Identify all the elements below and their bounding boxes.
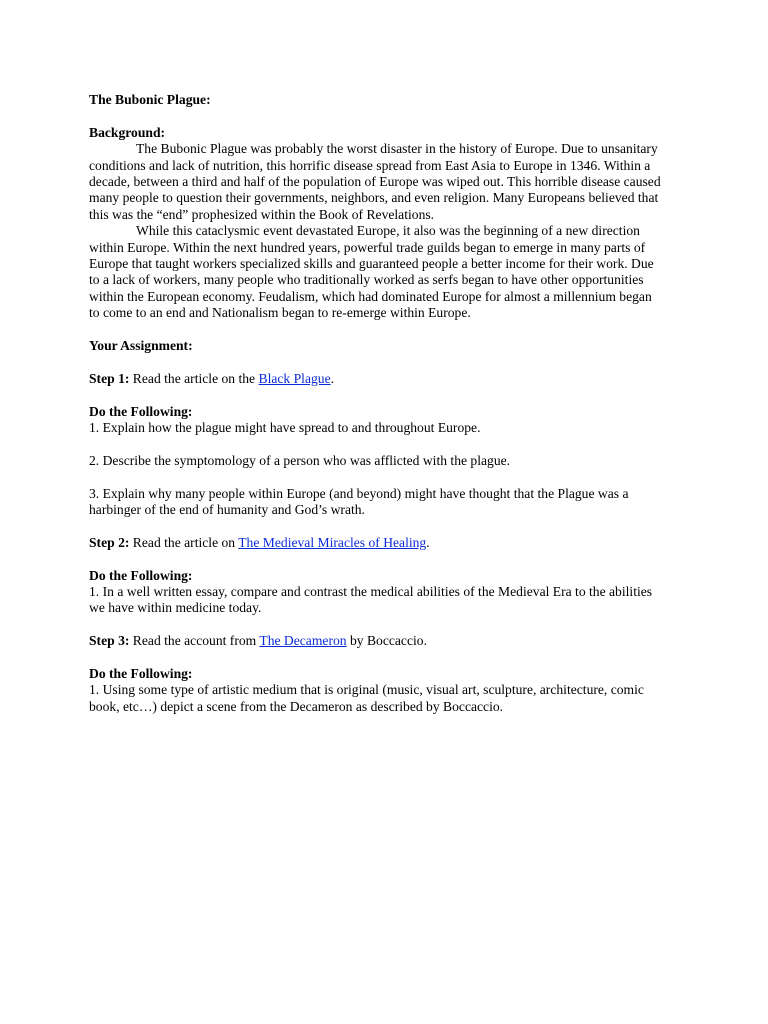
spacer: [89, 108, 679, 124]
task-item-continued: harbinger of the end of humanity and God’s wrath.: [89, 502, 365, 518]
task-item: 2. Describe the symptomology of a person who was afflicted with the plague.: [89, 452, 511, 468]
spacer: [89, 518, 679, 534]
step-1-text-end: .: [330, 370, 335, 386]
text-line: this was the “end” prophesized within the Book of Revelations.: [89, 206, 435, 222]
text-line: within Europe. Within the next hundred years, powerful trade guilds began to emerge in many parts of: [89, 239, 646, 255]
text-line: within the European economy. Feudalism, which had dominated Europe for almost a millennium began: [89, 288, 652, 304]
text-line: decade, between a third and half of the population of Europe was wiped out. This horrible disease caused: [89, 174, 661, 190]
task-item-continued: we have within medicine today.: [89, 600, 262, 616]
step-2-text-end: .: [426, 534, 430, 550]
spacer: [89, 650, 679, 666]
step-3: [89, 633, 679, 649]
background-paragraph-2: [89, 223, 679, 321]
background-heading: Background:: [89, 124, 166, 140]
spacer: [89, 436, 679, 452]
text-line: to come to an end and Nationalism began to re-emerge within Europe.: [89, 305, 471, 321]
task-item: 1. Explain how the plague might have spread to and throughout Europe.: [89, 420, 481, 436]
text-line: to a lack of workers, many people who traditionally worked as serfs began to have other opportunities: [89, 272, 644, 288]
spacer: [89, 551, 679, 567]
step-2-text: Read the article on: [129, 534, 239, 550]
step-2: [89, 535, 679, 551]
do-following-heading-2: Do the Following:: [89, 567, 193, 583]
text-line: Europe that taught workers specialized skills and guaranteed people a better income for their work. Due: [89, 256, 654, 272]
step-3-text: Read the account from: [129, 633, 260, 649]
task-item-continued: book, etc…) depict a scene from the Decameron as described by Boccaccio.: [89, 698, 504, 714]
background-paragraph-1: [89, 141, 679, 223]
spacer: [89, 322, 679, 338]
step-1-label: Step 1:: [89, 370, 130, 386]
task-item: 1. Using some type of artistic medium that is original (music, visual art, sculpture, architecture, comic: [89, 682, 644, 698]
step-1-text: Read the article on the: [129, 370, 259, 386]
spacer: [89, 354, 679, 370]
do-following-heading-1: Do the Following:: [89, 403, 193, 419]
spacer: [89, 387, 679, 403]
medieval-miracles-link[interactable]: The Medieval Miracles of Healing: [238, 534, 427, 550]
document-title: The Bubonic Plague:: [89, 92, 211, 107]
task-item: 1. In a well written essay, compare and contrast the medical abilities of the Medieval Era to the abilities: [89, 584, 653, 600]
spacer: [89, 469, 679, 485]
black-plague-link[interactable]: Black Plague: [258, 370, 331, 386]
task-item: 3. Explain why many people within Europe (and beyond) might have thought that the Plague was a: [89, 485, 629, 501]
document-page: [89, 92, 679, 715]
spacer: [89, 617, 679, 633]
text-line: While this cataclysmic event devastated Europe, it also was the beginning of a new direction: [136, 223, 640, 239]
text-line: conditions and lack of nutrition, this horrific disease spread from East Asia to Europe in 1346. Within a: [89, 157, 651, 173]
do-following-heading-3: Do the Following:: [89, 666, 193, 682]
step-3-label: Step 3:: [89, 633, 130, 649]
step-2-label: Step 2:: [89, 534, 130, 550]
text-line: The Bubonic Plague was probably the worst disaster in the history of Europe. Due to unsanitary: [136, 141, 658, 157]
text-line: many people to question their governments, neighbors, and even religion. Many Europeans believed that: [89, 190, 659, 206]
step-1: [89, 371, 679, 387]
assignment-heading: Your Assignment:: [89, 338, 193, 354]
step-3-text-end: by Boccaccio.: [346, 633, 427, 649]
decameron-link[interactable]: The Decameron: [259, 633, 347, 649]
